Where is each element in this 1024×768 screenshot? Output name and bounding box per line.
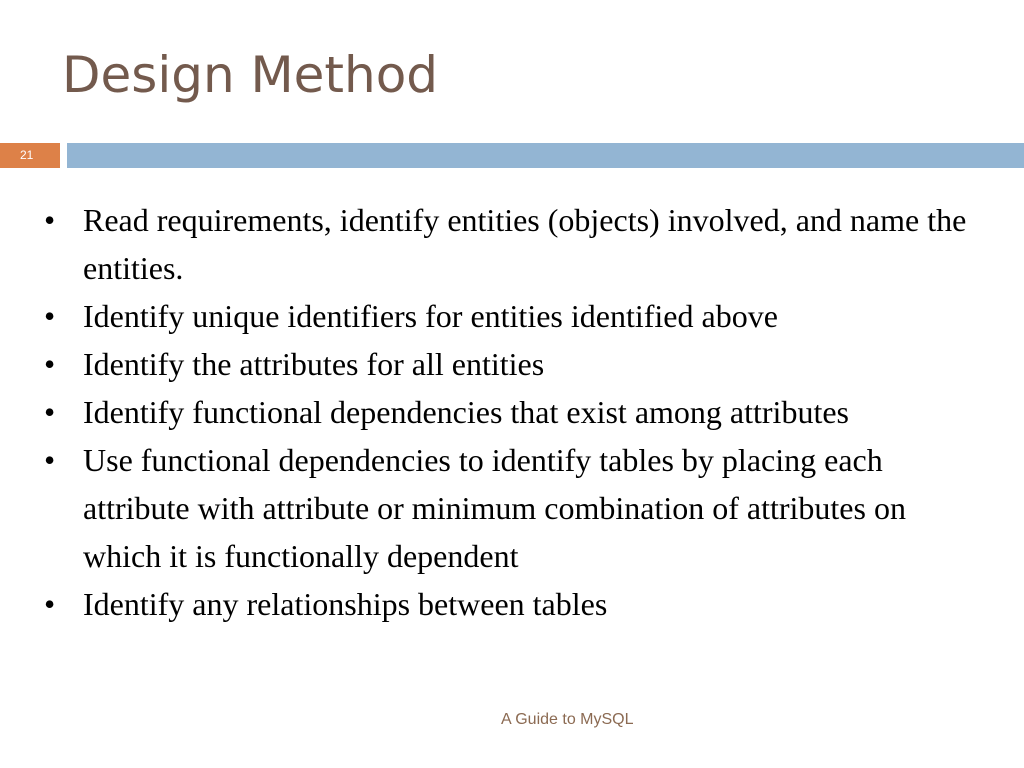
bullet-text: Identify the attributes for all entities [83, 346, 545, 382]
footer-text: A Guide to MySQL [501, 711, 634, 728]
bullet-item [44, 580, 984, 628]
bullet-text: Use functional dependencies to identify tables by placing each attribute with attribute or minimum combination of attributes on which it is functionally dependent [83, 442, 906, 574]
bullet-dot: • [44, 394, 56, 430]
bullet-item [44, 388, 984, 436]
bullet-item [44, 340, 984, 388]
bullet-dot: • [44, 346, 56, 382]
bullet-item [44, 292, 984, 340]
bullet-text: Identify unique identifiers for entities identified above [83, 298, 778, 334]
bullet-dot: • [44, 442, 56, 478]
bullet-text: Identify any relationships between tables [83, 586, 608, 622]
bullet-item [44, 436, 984, 580]
header-bar [67, 143, 1024, 168]
slide-number-box [0, 143, 60, 168]
bullet-text: Identify functional dependencies that exist among attributes [83, 394, 849, 430]
bullet-list [44, 196, 984, 628]
bullet-dot: • [44, 202, 56, 238]
bullet-dot: • [44, 298, 56, 334]
slide-number: 21 [20, 148, 34, 162]
slide-title: Design Method [62, 46, 439, 104]
bullet-text: Read requirements, identify entities (objects) involved, and name the entities. [83, 202, 967, 286]
bullet-item [44, 196, 984, 292]
bullet-dot: • [44, 586, 56, 622]
